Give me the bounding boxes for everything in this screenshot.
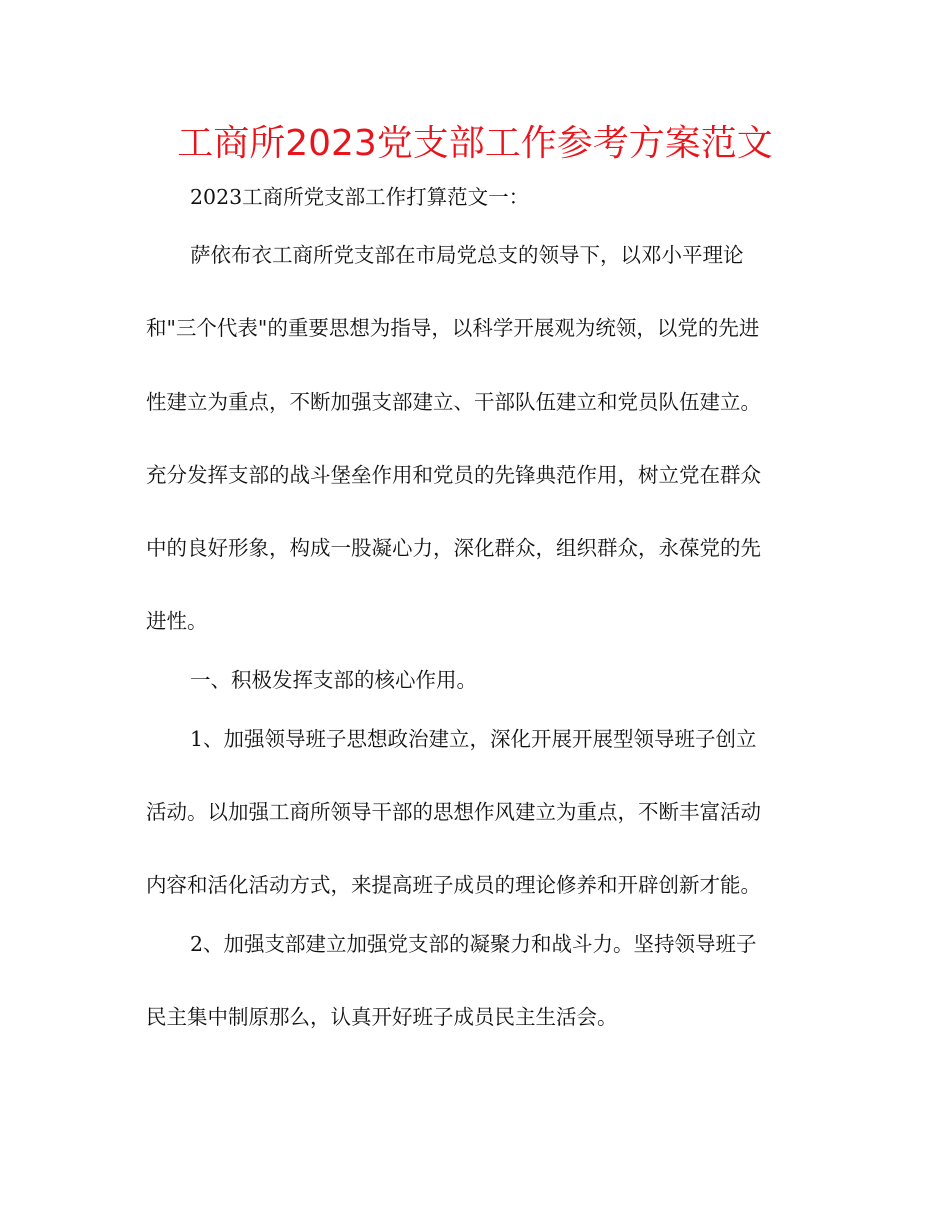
paragraph-line: 1、加强领导班子思想政治建立，深化开展开展型领导班子创立 [190, 727, 757, 751]
document-title: 工商所2023党支部工作参考方案范文 [177, 123, 773, 164]
paragraph-line: 民主集中制原那么，认真开好班子成员民主生活会。 [146, 1005, 618, 1029]
subtitle: 2023工商所党支部工作打算范文一： [190, 185, 530, 209]
paragraph-line: 内容和活化活动方式，来提高班子成员的理论修养和开辟创新才能。 [146, 873, 761, 897]
section-heading: 一、积极发挥支部的核心作用。 [190, 668, 477, 692]
paragraph-line: 进性。 [146, 609, 208, 633]
paragraph-line: 中的良好形象，构成一股凝心力，深化群众，组织群众，永葆党的先 [146, 536, 761, 560]
paragraph-line: 和"三个代表"的重要思想为指导，以科学开展观为统领，以党的先进 [146, 316, 760, 340]
paragraph-line: 2、加强支部建立加强党支部的凝聚力和战斗力。坚持领导班子 [190, 932, 757, 956]
paragraph-line: 性建立为重点，不断加强支部建立、干部队伍建立和党员队伍建立。 [146, 390, 761, 414]
paragraph-line: 活动。以加强工商所领导干部的思想作风建立为重点，不断丰富活动 [146, 800, 761, 824]
paragraph-line: 萨依布衣工商所党支部在市局党总支的领导下，以邓小平理论 [190, 243, 744, 267]
paragraph-line: 充分发挥支部的战斗堡垒作用和党员的先锋典范作用，树立党在群众 [146, 463, 761, 487]
